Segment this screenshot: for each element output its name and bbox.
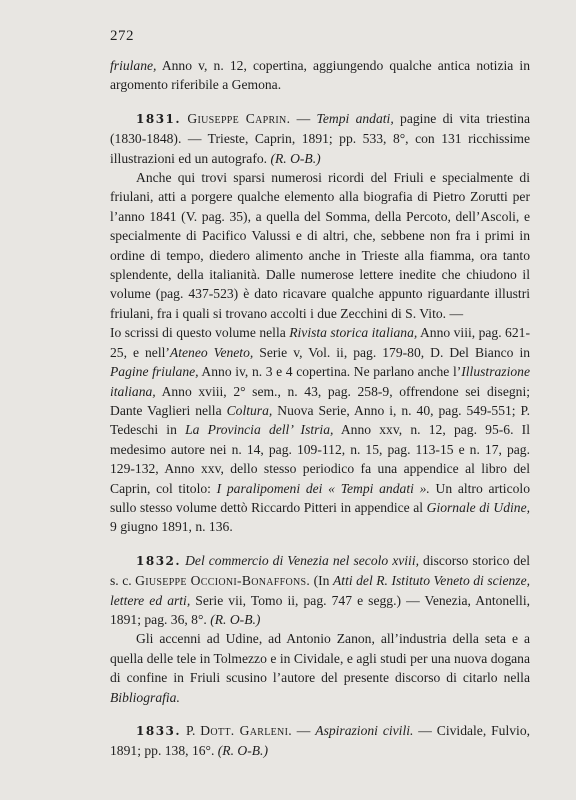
entry-1831-title: Tempi andati, xyxy=(316,110,394,126)
entry-1831-p2-text-b: Anno viii, pag. 621-25, e nell’ xyxy=(110,325,530,360)
entry-1831-ref-paralipomeni: I paralipomeni dei « Tempi andati ». xyxy=(216,480,430,496)
entry-1832-para-text: Gli accenni ad Udine, ad Antonio Zanon, all’industria della seta e a quella delle tele in Tolmezzo e in Cividale, e agli studi per una nuova dogana di confine in Friuli scusino l’autore del presente discorso di citarlo nella xyxy=(110,631,530,686)
entry-1831-ref-giornale: Giornale di Udine, xyxy=(426,499,531,515)
entry-1831-p2-text-e: Anno xviii, 2° sem., n. 43, pag. 258-9, offrendone sei disegni; Dante Vaglieri nella xyxy=(110,383,530,418)
entry-1831-p2-text-c: Serie v, Vol. ii, pag. 179-80, D. Del Bianco in xyxy=(253,344,531,360)
entry-1832 xyxy=(110,551,530,707)
entry-1832-header xyxy=(110,551,530,630)
entry-1831-author: Giuseppe Caprin. xyxy=(187,110,291,126)
entry-1833-desc: — Cividale, Fulvio, 1891; pp. 138, 16°. xyxy=(110,723,531,759)
page-number: 272 xyxy=(110,28,134,44)
entry-1831-p2-text-i: 9 giugno 1891, n. 136. xyxy=(110,519,233,535)
entry-1831-desc: pagine di vita triestina (1830-1848). — Trieste, Caprin, 1891; pp. 533, 8°, con 131 ricchissime illustrazioni ed un autografo. xyxy=(110,110,531,166)
entry-1831-para-1: Anche qui trovi sparsi numerosi ricordi del Friuli e specialmente di friulani, atti a porgere qualche elemento alla biografia di Pietro Zorutti per l’anno 1841 (V. pag. 35), a quella del Somma, della Percoto, dell’Ascoli, e specialmente di Pacifico Valussi e di altri, che, sebbene non fra i primi in ordine di tempo, diedero alimento anche in Trieste alla fiamma, ora tanto splendente, della italianità. Dalle numerose lettere inedite che chiudono il volume (pag. 437-523) è dato ricavare qualche appunto riguardante illustri friulani, fra i quali si trovano accolti i due Zecchini di S. Vito. — xyxy=(110,170,530,321)
entry-1831-para-2 xyxy=(110,323,530,536)
entry-1832-desc-a: discorso storico del s. c. xyxy=(110,552,531,589)
entry-1833 xyxy=(110,721,530,761)
entry-1831 xyxy=(110,109,530,537)
entry-1832-author: Giuseppe Occioni-Bonaffons. xyxy=(135,573,311,589)
entry-1833-header xyxy=(110,721,530,761)
entry-1831-p2-text-a: Io scrissi di questo volume nella xyxy=(110,325,290,341)
entry-1832-series: Atti del R. Istituto Veneto di scienze, lettere ed arti, xyxy=(110,573,530,608)
entry-1833-title: Aspirazioni civili. xyxy=(315,723,414,738)
entry-1833-mark: (R. O-B.) xyxy=(217,743,268,759)
entry-1831-ref-illustrazione: Illustrazione italiana, xyxy=(110,364,530,399)
entry-1831-mark: (R. O-B.) xyxy=(270,150,321,166)
continuation-text: Anno v, n. 12, copertina, aggiungendo qualche antica notizia in argomento riferibile a Gemona. xyxy=(110,58,530,93)
entry-1831-ref-coltura: Coltura, xyxy=(226,402,273,418)
entry-1831-number: 1831. xyxy=(136,111,182,126)
entry-1832-para xyxy=(110,629,530,707)
entry-1831-p2-text-f: Nuova Serie, Anno i, n. 40, pag. 549-551; P. Tedeschi in xyxy=(110,402,531,438)
entry-1832-ref-bibliografia: Bibliografia. xyxy=(110,689,180,705)
entry-1833-number: 1833. xyxy=(136,724,182,738)
entry-1832-desc-b: (In xyxy=(310,573,333,589)
entry-1832-title: Del commercio di Venezia nel secolo xviii, xyxy=(185,552,420,568)
entry-1833-pre: P. xyxy=(181,723,201,738)
entry-1831-p2-text-d: Anno iv, n. 3 e 4 copertina. Ne parlano anche l’ xyxy=(198,364,462,380)
entry-1831-header xyxy=(110,109,530,168)
entry-1831-ref-ateneo: Ateneo Veneto, xyxy=(169,344,254,360)
entry-1831-p2-text-h: Un altro articolo sullo stesso volume dettò Riccardo Pitteri in appendice al xyxy=(110,480,530,515)
entry-1831-ref-pagine: Pagine friulane, xyxy=(110,364,199,380)
page-body xyxy=(110,56,530,761)
entry-1831-ref-provincia: La Provincia dell’ Istria, xyxy=(185,422,334,438)
entry-1833-dash: — xyxy=(291,723,316,738)
entry-1832-number: 1832. xyxy=(136,553,182,568)
entry-1833-author: Dott. Garleni. xyxy=(200,723,292,738)
entry-1832-mark: (R. O-B.) xyxy=(210,611,261,627)
entry-1831-ref-rivista: Rivista storica italiana, xyxy=(289,325,418,341)
entry-continuation xyxy=(110,56,530,95)
entry-1832-desc-c: Serie vii, Tomo ii, pag. 747 e segg.) — Venezia, Antonelli, 1891; pag. 36, 8°. xyxy=(110,592,530,627)
entry-1831-p2-text-g: Anno xxv, n. 12, pag. 95-6. Il medesimo autore nei n. 14, pag. 109-112, n. 15, pag. 113-15 e n. 17, pag. 129-132, Anno xxv, dello stesso periodico fa una appendice al libro del Caprin, col titolo: xyxy=(110,422,530,496)
entry-1831-dash: — xyxy=(290,110,317,126)
continuation-title: friulane, xyxy=(110,58,157,73)
